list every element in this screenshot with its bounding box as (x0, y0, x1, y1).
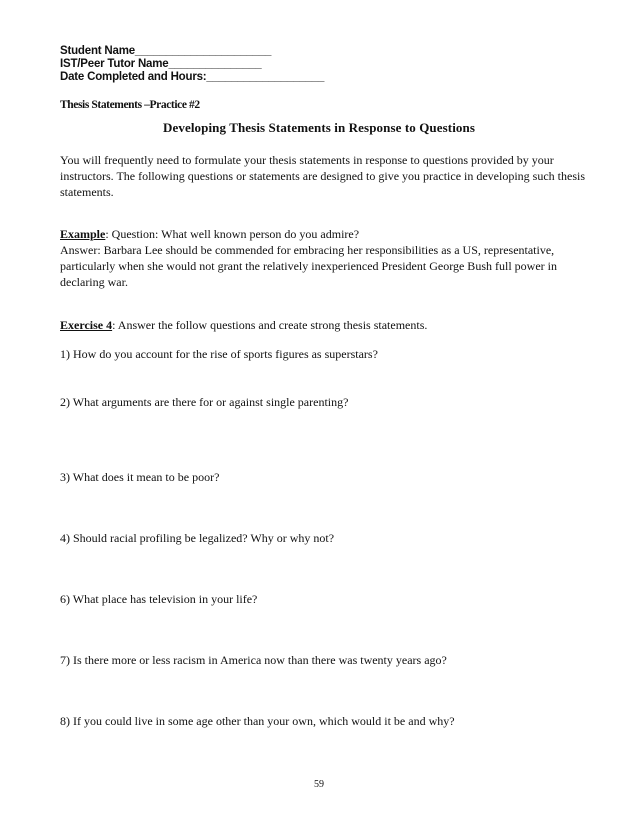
exercise-label: Exercise 4 (60, 318, 113, 332)
section-title: Thesis Statements –Practice #2 (60, 99, 200, 111)
question-item: 1) How do you account for the rise of sports figures as superstars? (60, 347, 378, 361)
example-question-line (60, 226, 600, 242)
student-name-line: Student Name______________________ (60, 45, 272, 57)
question-item: 3) What does it mean to be poor? (60, 470, 220, 484)
question-item: 6) What place has television in your life? (60, 592, 258, 606)
date-hours-line: Date Completed and Hours:___________________ (60, 71, 325, 83)
question-item: 8) If you could live in some age other than your own, which would it be and why? (60, 714, 455, 728)
tutor-name-line: IST/Peer Tutor Name_______________ (60, 58, 262, 70)
question-item: 4) Should racial profiling be legalized? Why or why not? (60, 531, 335, 545)
exercise-instruction-line (60, 317, 600, 333)
exercise-instruction: : Answer the follow questions and create strong thesis statements. (112, 318, 428, 332)
page-number: 59 (314, 779, 324, 790)
example-label: Example (60, 227, 106, 241)
example-answer: Answer: Barbara Lee should be commended for embracing her responsibilities as a US, representative, particularly when she would not grant the relatively inexperienced President George Bush full power in declaring war. (60, 243, 557, 289)
page-title: Developing Thesis Statements in Response to Questions (162, 120, 476, 135)
question-item: 7) Is there more or less racism in America now than there was twenty years ago? (60, 653, 447, 667)
question-item: 2) What arguments are there for or against single parenting? (60, 395, 349, 409)
intro-paragraph: You will frequently need to formulate your thesis statements in response to questions provided by your instructors. The following questions or statements are designed to give you practice in developing such thesis statements. (60, 153, 585, 199)
example-question: : Question: What well known person do you admire? (105, 227, 360, 241)
